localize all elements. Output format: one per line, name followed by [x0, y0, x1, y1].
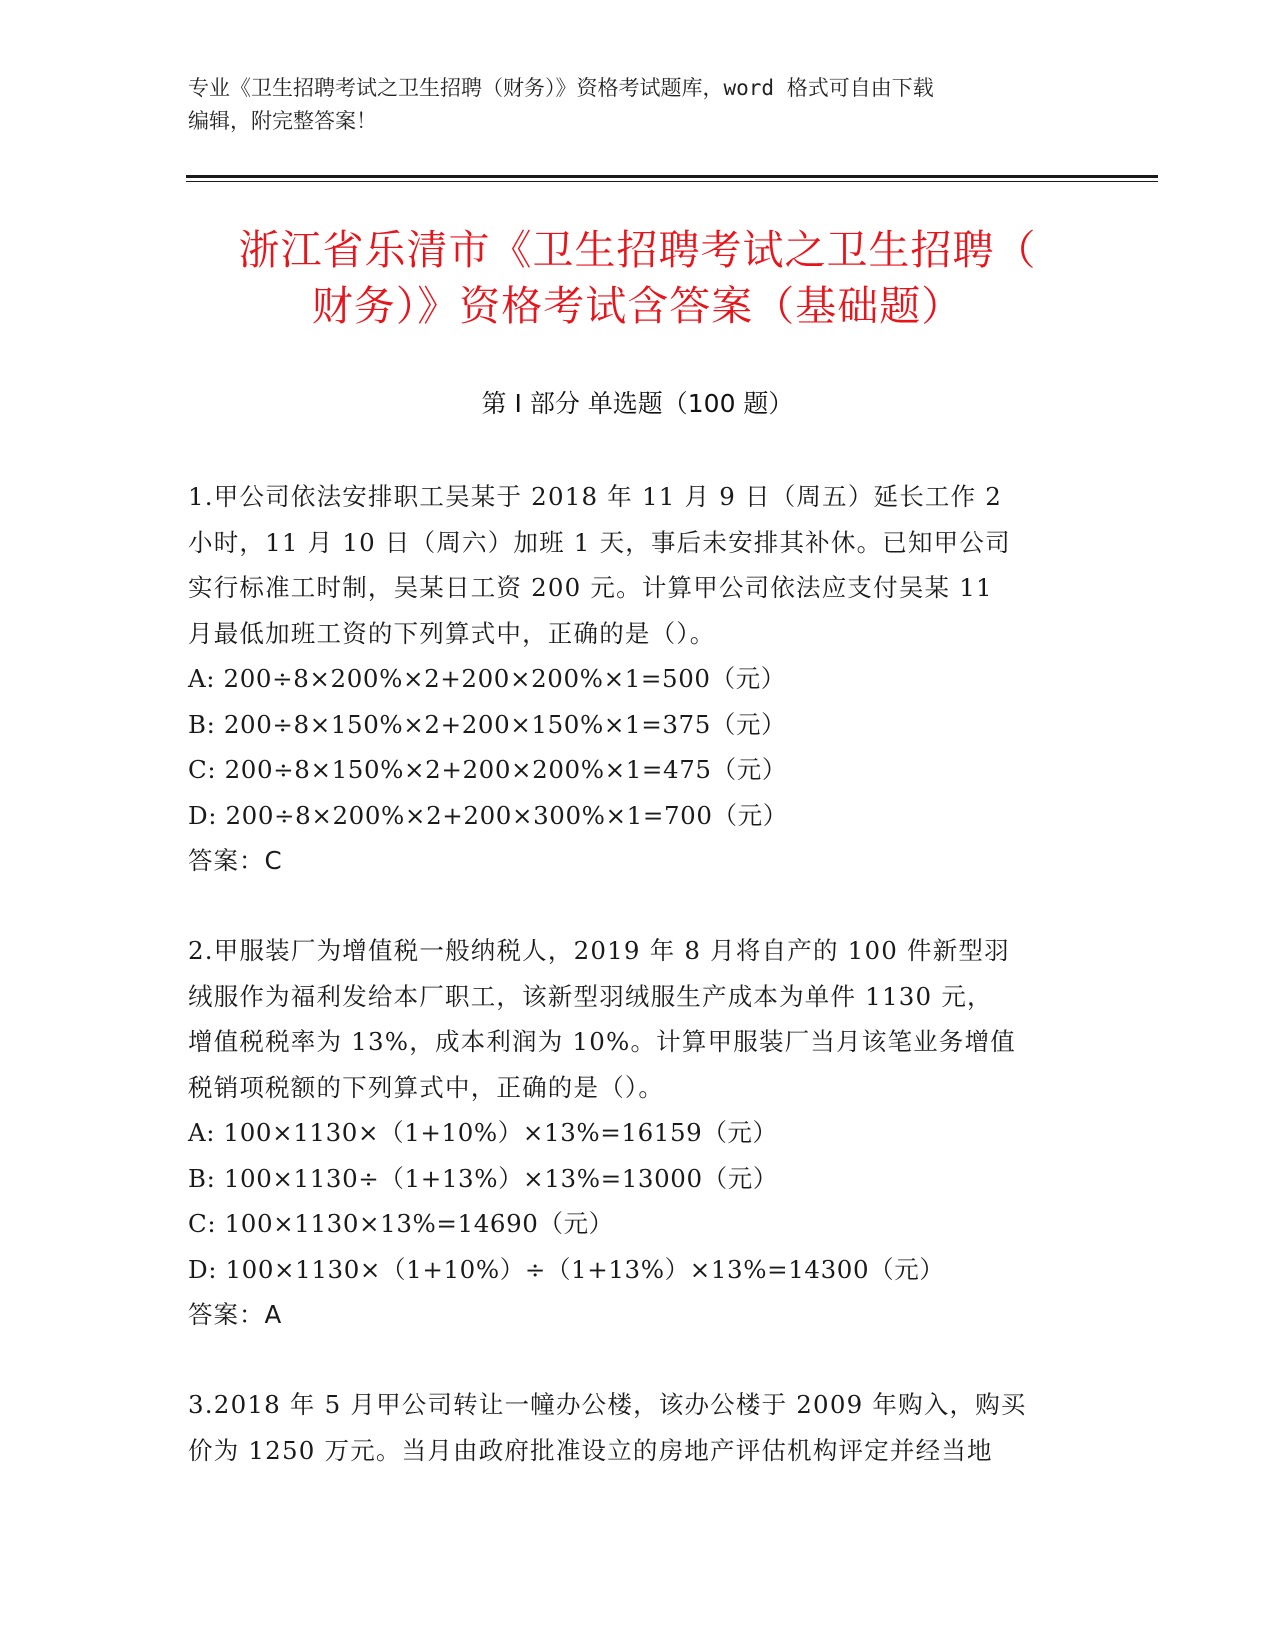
question-stem-line: 绒服作为福利发给本厂职工，该新型羽绒服生产成本为单件 1130 元， — [188, 981, 993, 1011]
document-title-line: 财务）》资格考试含答案（基础题） — [311, 282, 964, 330]
question-stem — [188, 1382, 1078, 1473]
question-3 — [188, 1382, 1078, 1473]
question-stem-line: 月最低加班工资的下列算式中，正确的是（）。 — [188, 618, 716, 648]
answer-label: 答案：A — [188, 1300, 283, 1329]
question-stem — [188, 928, 1078, 1110]
question-stem — [188, 474, 1078, 656]
option-a: A: 100×1130×（1+10%）×13%=16159（元） — [188, 1118, 778, 1147]
question-stem-line: 实行标准工时制，吴某日工资 200 元。计算甲公司依法应支付吴某 11 — [188, 573, 993, 602]
option-b: B: 200÷8×150%×2+200×150%×1=375（元） — [188, 709, 787, 739]
document-title — [180, 222, 1095, 334]
header-note-line: 编辑，附完整答案！ — [188, 109, 377, 133]
question-stem-line: 增值税税率为 13%，成本利润为 10%。计算甲服装厂当月该笔业务增值 — [188, 1027, 1016, 1056]
option-c: C: 200÷8×150%×2+200×200%×1=475（元） — [188, 755, 787, 784]
header-note — [188, 72, 1068, 138]
header-divider-thick — [186, 175, 1158, 178]
question-2 — [188, 928, 1078, 1338]
answer-label: 答案：C — [188, 846, 283, 875]
section-title: 第 I 部分 单选题（100 题） — [481, 389, 794, 418]
question-stem-line: 3.2018 年 5 月甲公司转让一幢办公楼，该办公楼于 2009 年购入，购买 — [188, 1390, 1027, 1419]
question-stem-line: 价为 1250 万元。当月由政府批准设立的房地产评估机构评定并经当地 — [188, 1435, 993, 1465]
header-note-line: 专业《卫生招聘考试之卫生招聘（财务）》资格考试题库，word 格式可自由下载 — [188, 76, 934, 100]
question-stem-line: 税销项税额的下列算式中，正确的是（）。 — [188, 1072, 665, 1102]
option-a: A: 200÷8×200%×2+200×200%×1=500（元） — [188, 664, 786, 693]
question-stem-line: 小时，11 月 10 日（周六）加班 1 天，事后未安排其补休。已知甲公司 — [188, 527, 1011, 557]
option-b: B: 100×1130÷（1+13%）×13%=13000（元） — [188, 1163, 778, 1193]
document-title-line: 浙江省乐清市《卫生招聘考试之卫生招聘（ — [238, 226, 1037, 274]
option-d: D: 100×1130×（1+10%）÷（1+13%）×13%=14300（元） — [188, 1254, 945, 1284]
option-c: C: 100×1130×13%=14690（元） — [188, 1209, 614, 1238]
question-1 — [188, 474, 1078, 884]
header-divider-thin — [186, 181, 1158, 182]
option-d: D: 200÷8×200%×2+200×300%×1=700（元） — [188, 800, 788, 830]
question-stem-line: 2.甲服装厂为增值税一般纳税人，2019 年 8 月将自产的 100 件新型羽 — [188, 936, 1010, 965]
question-stem-line: 1.甲公司依法安排职工吴某于 2018 年 11 月 9 日（周五）延长工作 2 — [188, 482, 1003, 511]
